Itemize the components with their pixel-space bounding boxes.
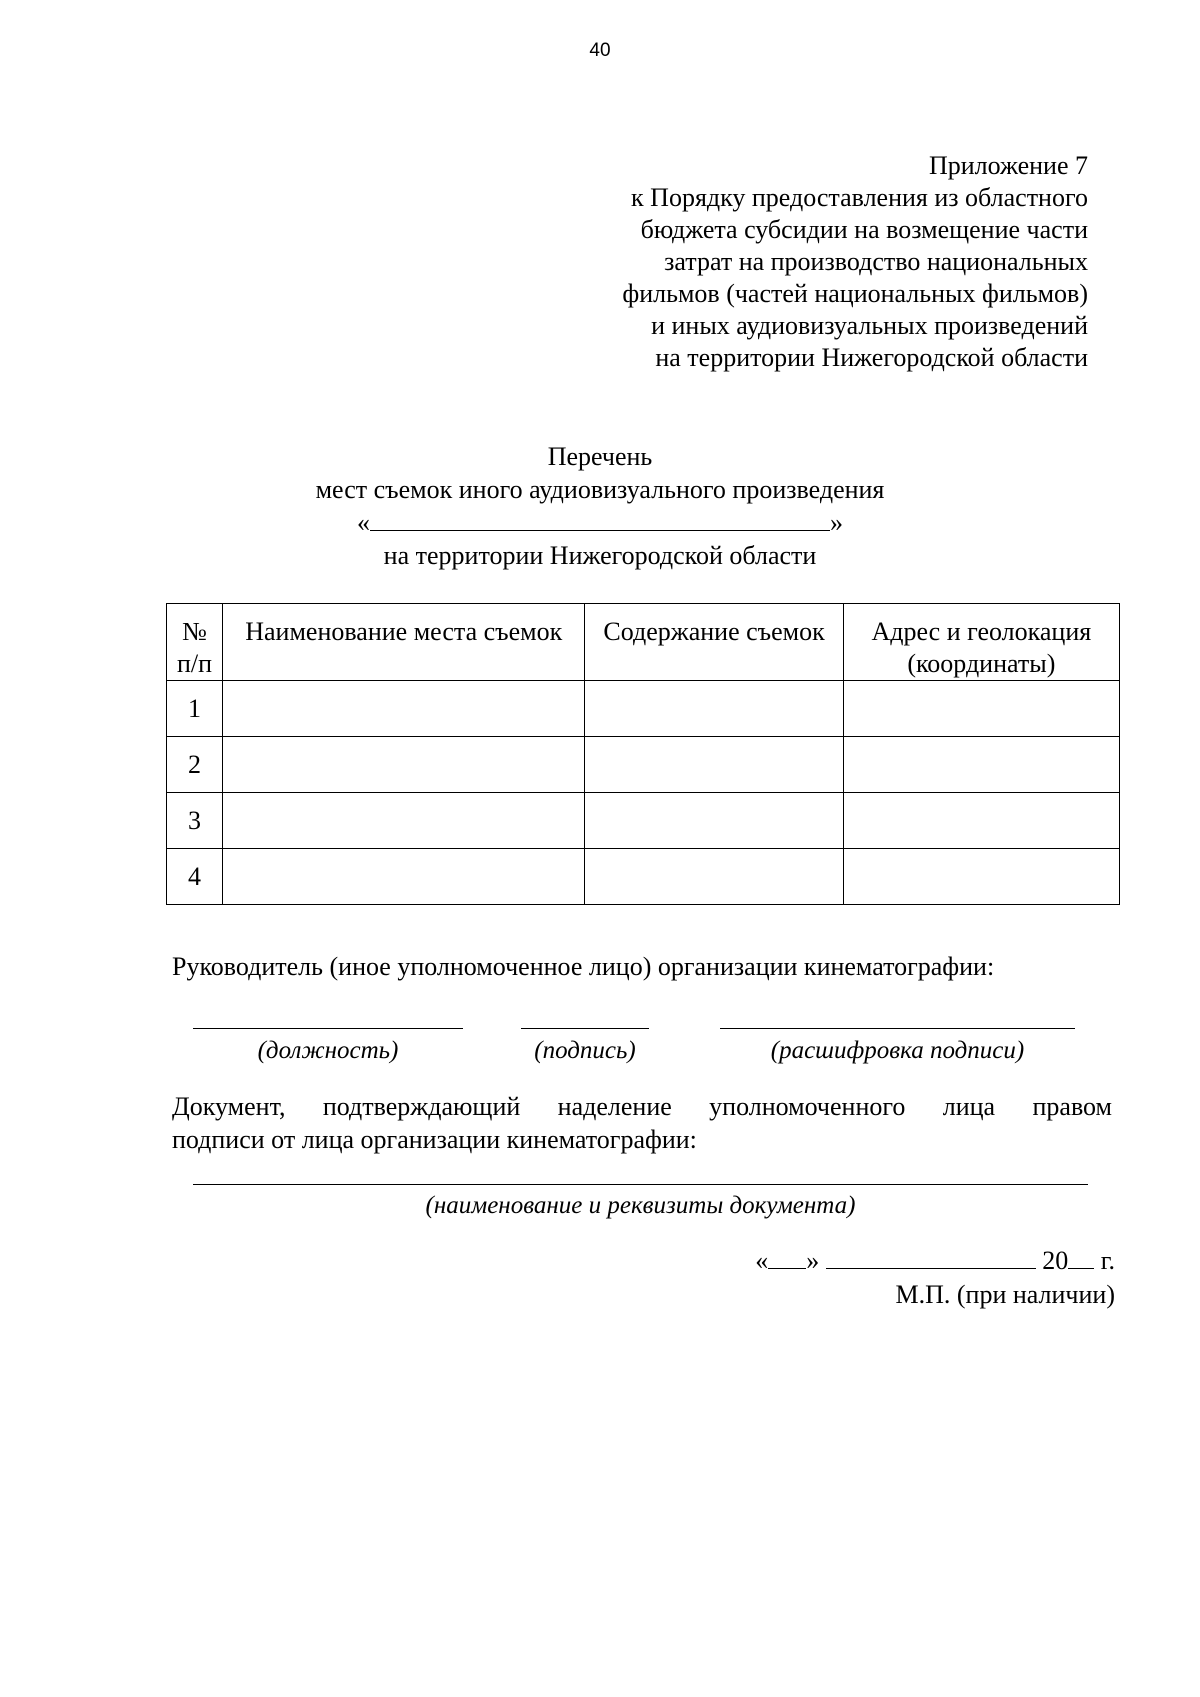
header-content: Содержание съемок bbox=[585, 604, 843, 681]
document-requisites-line[interactable] bbox=[193, 1184, 1088, 1185]
cell-content[interactable] bbox=[585, 737, 843, 793]
work-title-blank bbox=[0, 506, 1200, 539]
year-suffix: г. bbox=[1094, 1246, 1115, 1275]
cell-address[interactable] bbox=[843, 737, 1119, 793]
quote-close: » bbox=[830, 508, 843, 537]
title-line: на территории Нижегородской области bbox=[383, 541, 817, 570]
appendix-line: к Порядку предоставления из областного bbox=[631, 183, 1088, 212]
table-row bbox=[167, 737, 1120, 793]
appendix-line: затрат на производство национальных bbox=[664, 247, 1088, 276]
signature-caption: (подпись) bbox=[534, 1037, 636, 1064]
cell-location-name[interactable] bbox=[223, 793, 585, 849]
day-blank[interactable] bbox=[768, 1244, 806, 1269]
cell-content[interactable] bbox=[585, 681, 843, 737]
cell-location-name[interactable] bbox=[223, 681, 585, 737]
appendix-header bbox=[528, 150, 1088, 374]
blank-line bbox=[370, 506, 830, 531]
page-number: 40 bbox=[589, 40, 611, 61]
title-line: Перечень bbox=[547, 442, 653, 471]
quote-open: « bbox=[357, 508, 370, 537]
cell-address[interactable] bbox=[843, 793, 1119, 849]
date-quote-open: « bbox=[755, 1246, 769, 1275]
cell-content[interactable] bbox=[585, 793, 843, 849]
table-row bbox=[167, 793, 1120, 849]
header-text: п/п bbox=[176, 649, 213, 678]
appendix-line: на территории Нижегородской области bbox=[655, 343, 1088, 372]
table-header-row bbox=[167, 604, 1120, 681]
year-blank[interactable] bbox=[1068, 1244, 1094, 1269]
decoding-caption: (расшифровка подписи) bbox=[770, 1037, 1025, 1064]
appendix-line: бюджета субсидии на возмещение части bbox=[640, 215, 1088, 244]
position-caption: (должность) bbox=[257, 1037, 399, 1064]
cell-location-name[interactable] bbox=[223, 737, 585, 793]
cell-address[interactable] bbox=[843, 849, 1119, 905]
header-address bbox=[843, 604, 1119, 681]
signature-line[interactable] bbox=[521, 1028, 649, 1029]
stamp-label: М.П. (при наличии) bbox=[895, 1280, 1115, 1309]
row-number: 1 bbox=[167, 681, 223, 737]
cell-content[interactable] bbox=[585, 849, 843, 905]
document-caption: (наименование и реквизиты документа) bbox=[425, 1192, 856, 1219]
date-field bbox=[755, 1244, 1115, 1276]
document-line: подписи от лица организации кинематографии: bbox=[172, 1125, 697, 1154]
decoding-line[interactable] bbox=[720, 1028, 1075, 1029]
month-blank[interactable] bbox=[826, 1244, 1036, 1269]
year-prefix: 20 bbox=[1042, 1246, 1069, 1275]
header-location-name: Наименование места съемок bbox=[223, 604, 585, 681]
date-quote-close: » bbox=[806, 1246, 820, 1275]
authority-document-label bbox=[172, 1090, 1112, 1156]
header-text: № bbox=[182, 617, 207, 646]
appendix-line: и иных аудиовизуальных произведений bbox=[651, 311, 1088, 340]
table-row bbox=[167, 849, 1120, 905]
head-label: Руководитель (иное уполномоченное лицо) организации кинематографии: bbox=[172, 952, 995, 981]
document-line: Документ, подтверждающий наделение уполномоченного лица правом bbox=[172, 1092, 1112, 1121]
header-text: Адрес и геолокация bbox=[871, 617, 1092, 646]
row-number: 4 bbox=[167, 849, 223, 905]
position-line[interactable] bbox=[193, 1028, 463, 1029]
title-line: мест съемок иного аудиовизуального произведения bbox=[315, 475, 885, 504]
locations-table bbox=[166, 603, 1120, 905]
cell-location-name[interactable] bbox=[223, 849, 585, 905]
document-title bbox=[0, 440, 1200, 572]
header-text: (координаты) bbox=[907, 649, 1056, 678]
appendix-line: Приложение 7 bbox=[928, 151, 1088, 180]
row-number: 2 bbox=[167, 737, 223, 793]
table-row bbox=[167, 681, 1120, 737]
cell-address[interactable] bbox=[843, 681, 1119, 737]
header-number bbox=[167, 604, 223, 681]
row-number: 3 bbox=[167, 793, 223, 849]
appendix-line: фильмов (частей национальных фильмов) bbox=[622, 279, 1088, 308]
